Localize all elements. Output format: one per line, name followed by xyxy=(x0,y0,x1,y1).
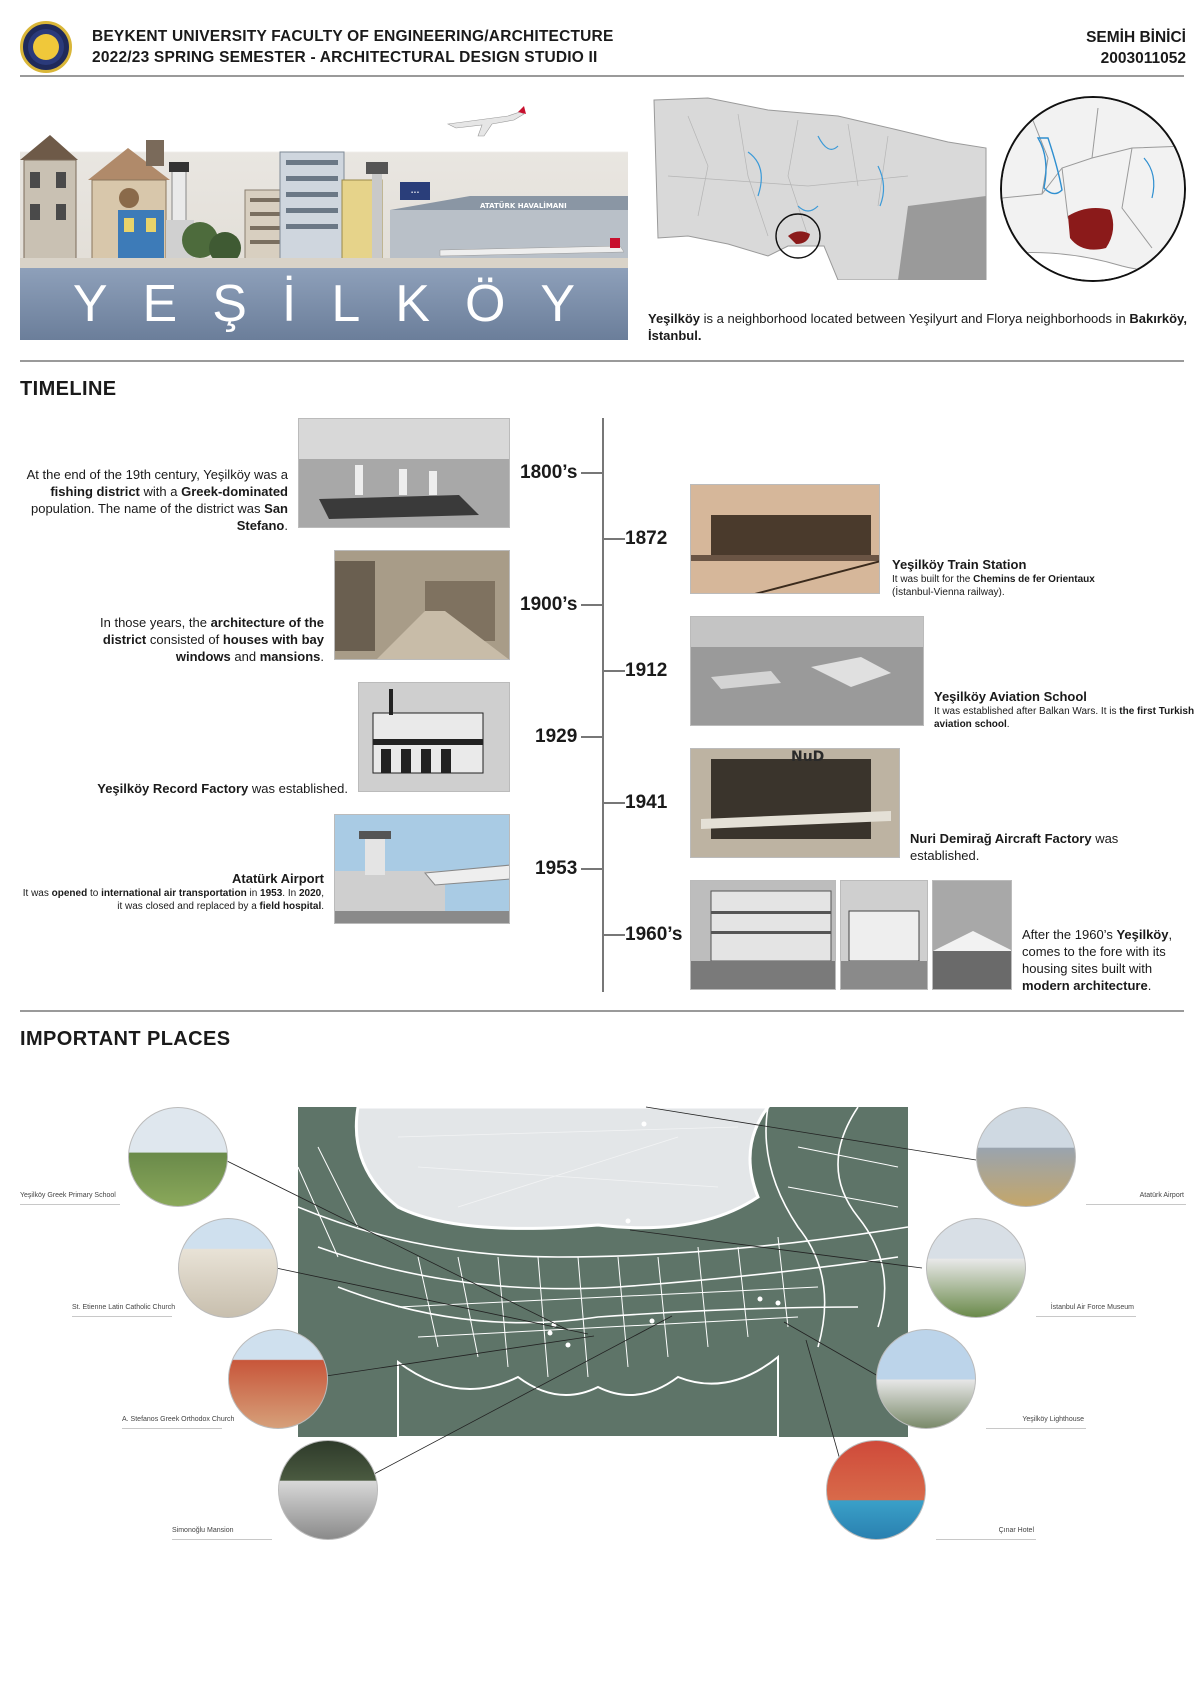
tick-1800s xyxy=(581,472,603,474)
desc-1960s-b2: modern architecture xyxy=(1022,978,1148,993)
factory-sign: NuD xyxy=(791,749,825,765)
year-1953: 1953 xyxy=(535,858,578,879)
place-label-greek-primary-school: Yeşilköy Greek Primary School xyxy=(20,1192,116,1199)
photo-1800s-fishermen xyxy=(298,418,510,528)
desc-1800s-t4: . xyxy=(284,518,288,533)
istanbul-map xyxy=(648,96,988,280)
header-author xyxy=(1086,27,1186,69)
desc-1900s-t2: consisted of xyxy=(146,632,223,647)
desc-1912-b1: the first Turkish aviation school xyxy=(934,706,1195,730)
year-1912: 1912 xyxy=(625,660,668,681)
desc-1800s-b1: fishing district xyxy=(50,484,140,499)
desc-1953-b2: international air transportation xyxy=(101,888,247,899)
header-divider xyxy=(20,75,1184,77)
district-zoom-map xyxy=(1000,96,1186,282)
desc-1872 xyxy=(892,556,1192,599)
desc-1953-b3: 1953 xyxy=(260,888,283,899)
author-name: SEMİH BİNİCİ xyxy=(1086,29,1186,46)
place-underline-7 xyxy=(986,1428,1086,1429)
intro-bold-1: Yeşilköy xyxy=(648,311,701,326)
timeline-axis xyxy=(602,418,604,992)
photo-1929-record-factory xyxy=(358,682,510,792)
desc-1960s-t1: After the 1960’s xyxy=(1022,927,1117,942)
header-title xyxy=(92,26,613,68)
intro-text-1: is a neighborhood located between Yeşilyurt and Florya neighborhoods in xyxy=(700,311,1130,326)
place-photo-a-stefanos-church xyxy=(228,1329,328,1429)
tick-1941 xyxy=(603,802,625,804)
year-1960s: 1960’s xyxy=(625,924,683,945)
year-1941: 1941 xyxy=(625,792,668,813)
desc-1941-t1: was established. xyxy=(910,831,1119,863)
desc-1953 xyxy=(20,870,324,913)
place-label-st-etienne-church: St. Etienne Latin Catholic Church xyxy=(72,1304,176,1311)
desc-1872-t2: (İstanbul-Vienna railway). xyxy=(892,587,1005,598)
photo-1960s-housing-2 xyxy=(840,880,928,990)
desc-1800s xyxy=(20,466,288,534)
desc-1953-b1: opened xyxy=(51,888,88,899)
desc-1900s xyxy=(60,614,324,665)
photo-1900s-street xyxy=(334,550,510,660)
tick-1912 xyxy=(603,670,625,672)
place-photo-cinar-hotel xyxy=(826,1440,926,1540)
year-1900s: 1900’s xyxy=(520,594,578,615)
desc-1953-b5: field hospital xyxy=(259,901,322,912)
desc-1872-b1: Chemins de fer Orientaux xyxy=(973,574,1095,585)
year-1800s: 1800’s xyxy=(520,462,578,483)
desc-1900s-t1: In those years, the xyxy=(100,615,211,630)
university-logo xyxy=(20,21,72,73)
photo-1912-aviation-school xyxy=(690,616,924,726)
photo-1960s-housing-1 xyxy=(690,880,836,990)
desc-1900s-b2: houses with bay windows xyxy=(175,632,324,664)
desc-1912-t2: . xyxy=(1006,719,1010,730)
place-label-air-force-museum: İstanbul Air Force Museum xyxy=(1050,1304,1134,1311)
place-underline-1 xyxy=(20,1204,120,1205)
desc-1900s-t3: and xyxy=(230,649,260,664)
hero-collage xyxy=(20,100,628,270)
desc-1912-t1: It was established after Balkan Wars. It is xyxy=(934,706,1120,717)
airport-sign: ATATÜRK HAVALİMANI xyxy=(480,202,567,210)
place-underline-5 xyxy=(1086,1204,1186,1205)
desc-1900s-b3: mansions xyxy=(259,649,321,664)
desc-1953-t2: to xyxy=(87,888,102,899)
place-label-cinar-hotel: Çınar Hotel xyxy=(998,1527,1034,1534)
desc-1800s-b3: San Stefano xyxy=(236,501,288,533)
desc-1900s-b1: architecture of the district xyxy=(102,615,324,647)
section-divider-2 xyxy=(20,1010,1184,1012)
desc-1953-title: Atatürk Airport xyxy=(232,871,324,886)
place-underline-3 xyxy=(122,1428,222,1429)
photo-1953-airport xyxy=(334,814,510,924)
desc-1929-b1: Yeşilköy Record Factory xyxy=(97,781,249,796)
header-line-1: BEYKENT UNIVERSITY FACULTY OF ENGINEERING/ARCHITECTURE xyxy=(92,28,614,45)
intro-bold-2: Bakırköy, İstanbul. xyxy=(648,311,1187,343)
place-photo-st-etienne-church xyxy=(178,1218,278,1318)
desc-1800s-b2: Greek-dominated xyxy=(181,484,288,499)
place-underline-8 xyxy=(936,1539,1036,1540)
desc-1941-b1: Nuri Demirağ Aircraft Factory xyxy=(910,831,1092,846)
photo-1941-aircraft-factory xyxy=(690,748,900,858)
skyline-illustration xyxy=(20,100,628,270)
airplane-icon xyxy=(448,106,526,136)
place-underline-4 xyxy=(172,1539,272,1540)
photo-1960s-housing-3 xyxy=(932,880,1012,990)
desc-1953-t4: . In xyxy=(282,888,299,899)
desc-1953-t3: in xyxy=(246,888,261,899)
desc-1953-t5: , it was closed and replaced by a xyxy=(117,888,324,912)
place-label-ataturk-airport: Atatürk Airport xyxy=(1139,1192,1184,1199)
desc-1872-body xyxy=(892,573,1192,599)
desc-1800s-t2: with a xyxy=(139,484,182,499)
tick-1953 xyxy=(581,868,603,870)
places-heading: IMPORTANT PLACES xyxy=(20,1028,231,1050)
desc-1900s-t4: . xyxy=(320,649,324,664)
desc-1960s-t3: . xyxy=(1147,978,1152,993)
hero-title: YEŞİLKÖY xyxy=(72,275,611,333)
svg-text:•••: ••• xyxy=(410,190,420,196)
header-line-2: 2022/23 SPRING SEMESTER - ARCHITECTURAL DESIGN STUDIO II xyxy=(92,49,598,66)
student-id: 2003011052 xyxy=(1100,50,1186,67)
intro-text xyxy=(648,310,1188,344)
desc-1800s-t3: population. The name of the district was xyxy=(30,501,265,516)
desc-1953-t1: It was xyxy=(22,888,52,899)
year-1929: 1929 xyxy=(535,726,578,747)
desc-1912-body xyxy=(934,705,1196,731)
desc-1960s xyxy=(1022,926,1192,994)
section-divider-1 xyxy=(20,360,1184,362)
desc-1872-t1: It was built for the xyxy=(892,574,974,585)
place-label-simonoglu-mansion: Simonoğlu Mansion xyxy=(172,1527,234,1534)
tick-1929 xyxy=(581,736,603,738)
desc-1912-title: Yeşilköy Aviation School xyxy=(934,689,1087,704)
desc-1912 xyxy=(934,688,1196,731)
place-label-a-stefanos-church: A. Stefanos Greek Orthodox Church xyxy=(122,1416,235,1423)
tick-1960s xyxy=(603,934,625,936)
photo-1872-train-station xyxy=(690,484,880,594)
desc-1960s-t2: , comes to the fore with its housing sites built with xyxy=(1022,927,1173,976)
place-label-lighthouse: Yeşilköy Lighthouse xyxy=(1022,1416,1084,1423)
place-photo-air-force-museum xyxy=(926,1218,1026,1318)
timeline-heading: TIMELINE xyxy=(20,378,117,400)
tick-1900s xyxy=(581,604,603,606)
desc-1953-body xyxy=(20,887,324,913)
place-photo-lighthouse xyxy=(876,1329,976,1429)
desc-1800s-t1: At the end of the 19th century, Yeşilköy was a xyxy=(26,467,288,482)
place-photo-simonoglu-mansion xyxy=(278,1440,378,1540)
desc-1929-t1: was established. xyxy=(248,781,348,796)
year-1872: 1872 xyxy=(625,528,668,549)
desc-1929 xyxy=(20,780,348,797)
desc-1953-b4: 2020 xyxy=(298,888,322,899)
place-underline-2 xyxy=(72,1316,172,1317)
desc-1941 xyxy=(910,830,1130,864)
tick-1872 xyxy=(603,538,625,540)
place-underline-6 xyxy=(1036,1316,1136,1317)
desc-1960s-b1: Yeşilköy xyxy=(1116,927,1169,942)
desc-1872-title: Yeşilköy Train Station xyxy=(892,557,1027,572)
desc-1953-t6: . xyxy=(321,901,324,912)
